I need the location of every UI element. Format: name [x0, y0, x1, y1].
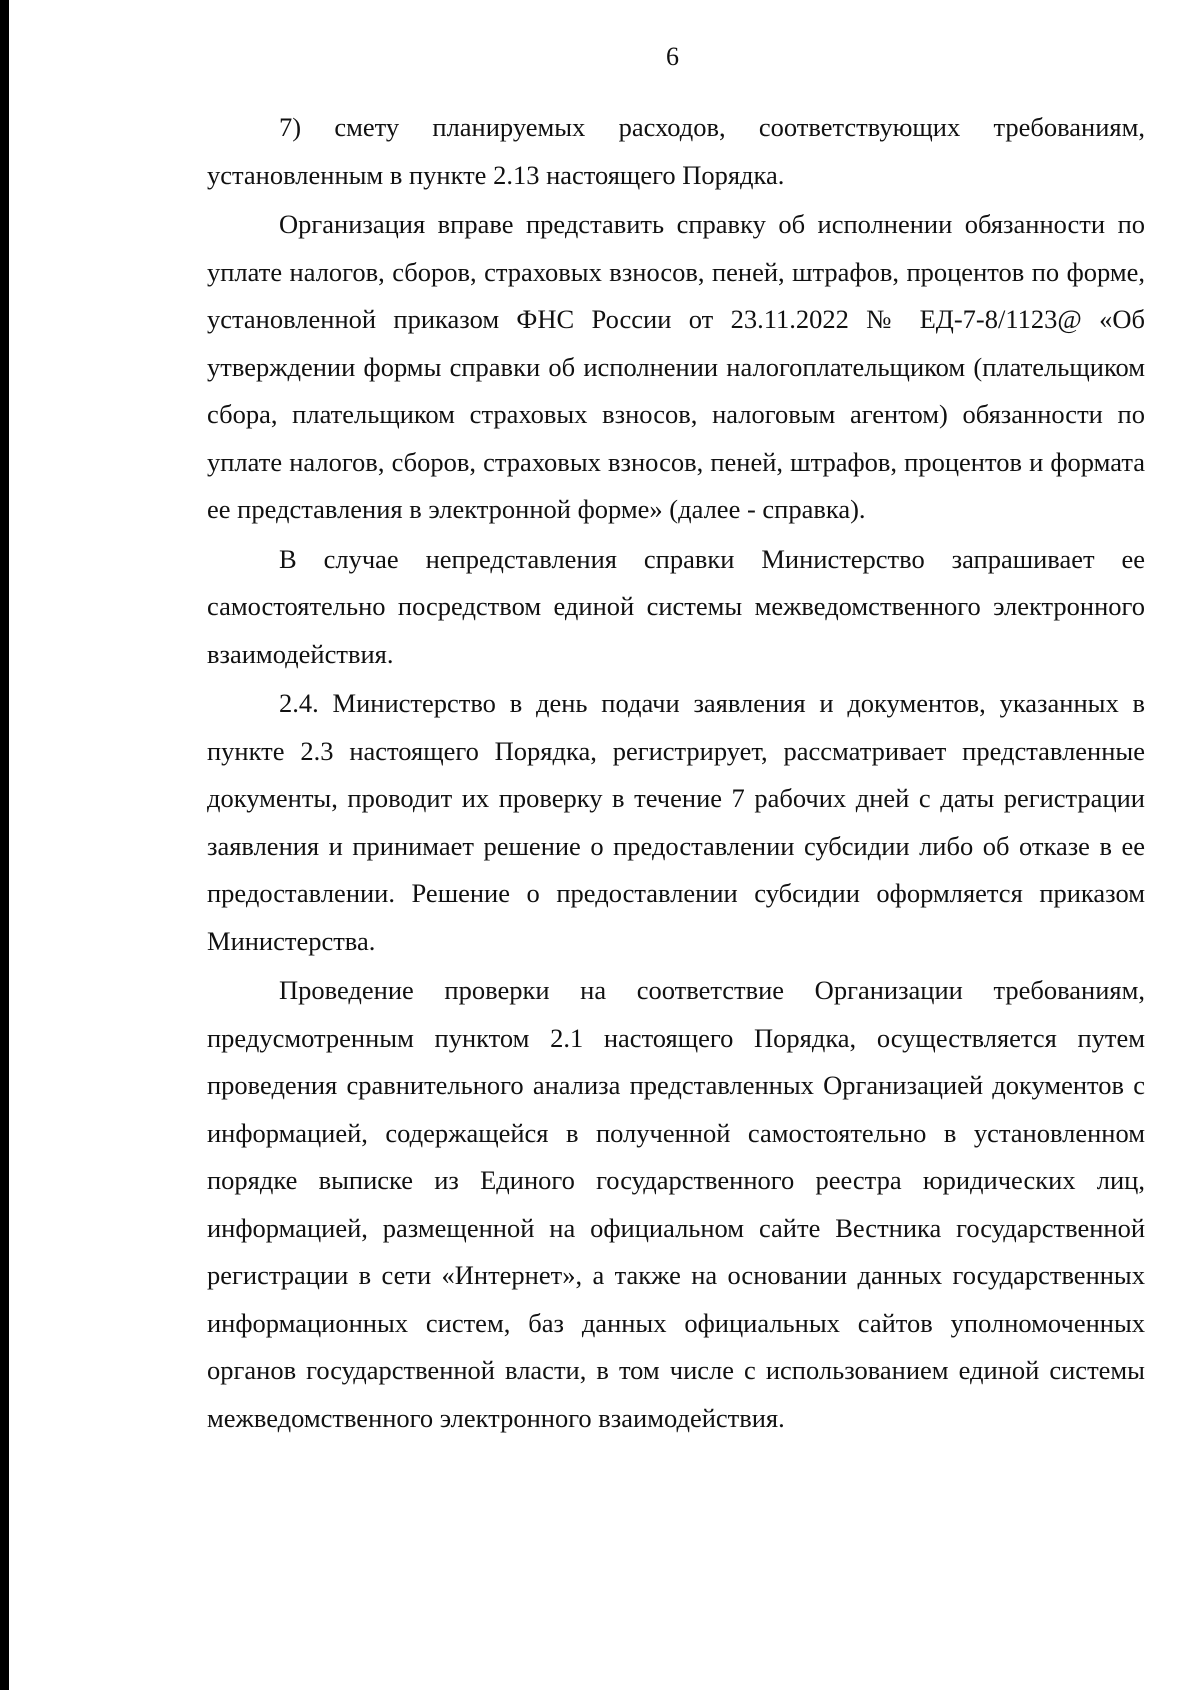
page-number: 6: [666, 42, 679, 71]
paragraph-ministry-request: В случае непредставления справки Министерство запрашивает ее самостоятельно посредством единой системы межведомственного электронного взаимодействия.: [207, 543, 1145, 669]
document-body: [207, 104, 1145, 1444]
paragraph-2-4: 2.4. Министерство в день подачи заявления и документов, указанных в пункте 2.3 настоящего Порядка, регистрирует, рассматривает представленные документы, проводит их проверку в течение 7 рабочих дней с даты регистрации заявления и принимает решение о предоставлении субсидии либо об отказе в ее предоставлении. Решение о предоставлении субсидии оформляется приказом Министерства.: [207, 688, 1145, 956]
paragraph-item-7: 7) смету планируемых расходов, соответствующих требованиям, установленным в пункте 2.13 настоящего Порядка.: [207, 112, 1145, 190]
scan-edge: [0, 0, 9, 1690]
paragraph-verification: Проведение проверки на соответствие Организации требованиям, предусмотренным пунктом 2.1 настоящего Порядка, осуществляется путем проведения сравнительного анализа представленных Организацией документов с информацией, содержащейся в полученной самостоятельно в установленном порядке выписке из Единого государственного реестра юридических лиц, информацией, размещенной на официальном сайте Вестника государственной регистрации в сети «Интернет», а также на основании данных государственных информационных систем, баз данных официальных сайтов уполномоченных органов государственной власти, в том числе с использованием единой системы межведомственного электронного взаимодействия.: [207, 975, 1145, 1433]
paragraph-tax-certificate: Организация вправе представить справку об исполнении обязанности по уплате налогов, сборов, страховых взносов, пеней, штрафов, процентов по форме, установленной приказом ФНС России от 23.11.2022 № ЕД-7-8/1123@ «Об утверждении формы справки об исполнении налогоплательщиком (плательщиком сбора, плательщиком страховых взносов, налоговым агентом) обязанности по уплате налогов, сборов, страховых взносов, пеней, штрафов, процентов и формата ее представления в электронной форме» (далее - справка).: [207, 209, 1145, 524]
